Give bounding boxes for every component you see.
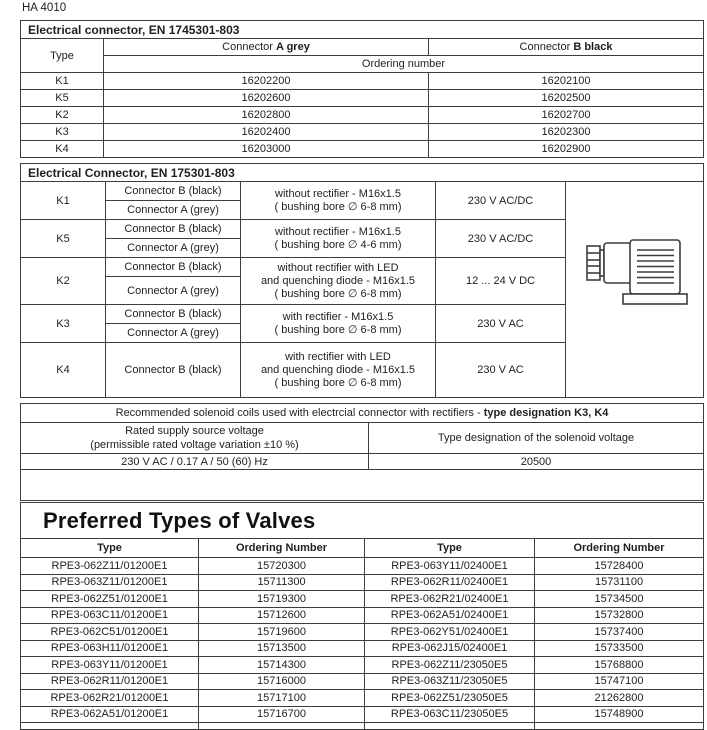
connector-a-header — [104, 39, 429, 56]
table-row — [21, 558, 704, 575]
ordering-number-cell: 15747100 — [535, 673, 704, 690]
ordering-number-header: Ordering number — [104, 56, 704, 73]
ordering-a-cell: 16202400 — [104, 124, 429, 141]
ordering-number-cell: 15717100 — [199, 690, 365, 707]
type-cell: K2 — [21, 258, 106, 305]
table-row — [21, 124, 704, 141]
valve-type-cell: RPE3-063Z11/23050E5 — [365, 673, 535, 690]
connector-variant-cell: Connector A (grey) — [106, 201, 241, 220]
type-column-header: Type — [21, 39, 104, 73]
valve-type-cell: RPE3-062A51/02400E1 — [365, 607, 535, 624]
ordering-number-cell: 15731100 — [535, 574, 704, 591]
rated-voltage-value: 230 V AC / 0.17 A / 50 (60) Hz — [21, 454, 369, 470]
description-cell — [241, 343, 436, 398]
connector-variant-cell: Connector B (black) — [106, 305, 241, 324]
type-cell: K1 — [21, 182, 106, 220]
empty-cell — [21, 470, 704, 501]
ordering-a-cell: 16202600 — [104, 90, 429, 107]
ordering-number-cell: 15768800 — [535, 657, 704, 674]
valve-type-cell: RPE3-062R21/02400E1 — [365, 591, 535, 608]
table-row — [21, 624, 704, 641]
clipped-row — [21, 723, 704, 730]
ordering-b-cell: 16202100 — [429, 73, 704, 90]
type-cell: K3 — [21, 124, 104, 141]
valve-type-cell: RPE3-062R11/01200E1 — [21, 673, 199, 690]
connector-drawing-cell — [566, 182, 704, 398]
empty-cell — [199, 723, 365, 730]
table-row — [21, 141, 704, 158]
description-line: without rectifier - M16x1.5 — [275, 187, 401, 200]
ordering-b-cell: 16202700 — [429, 107, 704, 124]
connector-variant-cell: Connector B (black) — [106, 258, 241, 277]
ordering-number-cell: 15711300 — [199, 574, 365, 591]
ordering-number-cell: 15737400 — [535, 624, 704, 641]
connector-variant-cell: Connector B (black) — [106, 182, 241, 201]
connector-variant-cell: Connector A (grey) — [106, 324, 241, 343]
note-text: Recommended solenoid coils used with electrcial connector with rectifiers - — [115, 407, 484, 419]
preferred-valves-heading: Preferred Types of Valves — [21, 503, 704, 539]
valve-type-cell: RPE3-062Z51/23050E5 — [365, 690, 535, 707]
connector-a-bold: A grey — [275, 41, 310, 53]
table-row — [21, 706, 704, 723]
ordering-number-cell: 15734500 — [535, 591, 704, 608]
header-row — [21, 39, 704, 56]
solenoid-connector-drawing-icon — [582, 238, 688, 306]
voltage-cell: 230 V AC/DC — [436, 182, 566, 220]
table-row — [21, 607, 704, 624]
type-cell: K3 — [21, 305, 106, 343]
valve-type-cell: RPE3-062R11/02400E1 — [365, 574, 535, 591]
ordering-number-cell: 15732800 — [535, 607, 704, 624]
description-line: with rectifier - M16x1.5 — [282, 310, 394, 323]
connector-details-table — [20, 163, 704, 398]
ordering-number-cell: 15719600 — [199, 624, 365, 641]
ordering-a-cell: 16202800 — [104, 107, 429, 124]
ordering-number-cell: 15716700 — [199, 706, 365, 723]
connector-variant-cell: Connector A (grey) — [106, 239, 241, 258]
ordering-a-cell: 16203000 — [104, 141, 429, 158]
ordering-number-cell: 21262800 — [535, 690, 704, 707]
connector-b-prefix: Connector — [519, 41, 574, 53]
ordering-b-cell: 16202900 — [429, 141, 704, 158]
valve-type-cell: RPE3-062C51/01200E1 — [21, 624, 199, 641]
table-row — [21, 690, 704, 707]
ordering-number-header-row — [21, 56, 704, 73]
ordering-number-cell: 15714300 — [199, 657, 365, 674]
valve-type-cell: RPE3-063Y11/01200E1 — [21, 657, 199, 674]
rated-voltage-header — [21, 423, 369, 454]
note-bold-text: type designation K3, K4 — [483, 407, 609, 419]
table-row — [21, 673, 704, 690]
ordering-number-cell: 15719300 — [199, 591, 365, 608]
valve-type-cell: RPE3-062Z11/01200E1 — [21, 558, 199, 575]
connector-variant-cell: Connector A (grey) — [106, 277, 241, 305]
ordering-number-cell: 15713500 — [199, 640, 365, 657]
empty-cell — [535, 723, 704, 730]
ordering-number-column-header: Ordering Number — [199, 539, 365, 558]
type-cell: K2 — [21, 107, 104, 124]
table-title-row — [21, 164, 704, 182]
valve-type-cell: RPE3-062R21/01200E1 — [21, 690, 199, 707]
table-title-row — [21, 21, 704, 39]
ordering-number-cell: 15712600 — [199, 607, 365, 624]
description-line: without rectifier - M16x1.5 — [275, 225, 401, 238]
valve-type-cell: RPE3-063C11/01200E1 — [21, 607, 199, 624]
table1-title: Electrical connector, EN 1745301-803 — [21, 21, 704, 39]
valve-type-cell: RPE3-063Y11/02400E1 — [365, 558, 535, 575]
valve-type-cell: RPE3-063C11/23050E5 — [365, 706, 535, 723]
ordering-number-cell: 15720300 — [199, 558, 365, 575]
description-line: with rectifier with LED — [285, 350, 391, 363]
solenoid-type-value: 20500 — [369, 454, 704, 470]
ordering-number-cell: 15733500 — [535, 640, 704, 657]
valve-type-cell: RPE3-062A51/01200E1 — [21, 706, 199, 723]
type-column-header: Type — [21, 539, 199, 558]
type-cell: K4 — [21, 141, 104, 158]
type-column-header: Type — [365, 539, 535, 558]
voltage-cell: 230 V AC — [436, 305, 566, 343]
section-heading-row — [21, 503, 704, 539]
empty-cell — [21, 723, 199, 730]
ordering-number-cell: 15728400 — [535, 558, 704, 575]
connector-b-bold: B black — [573, 41, 613, 53]
voltage-cell: 12 ... 24 V DC — [436, 258, 566, 305]
description-line: ( bushing bore ∅ 6-8 mm) — [274, 287, 402, 300]
description-cell — [241, 182, 436, 220]
header-row — [21, 423, 704, 454]
preferred-valves-table — [20, 502, 704, 730]
header-line: Rated supply source voltage — [125, 425, 264, 437]
table-row — [21, 73, 704, 90]
valve-type-cell: RPE3-062Y51/02400E1 — [365, 624, 535, 641]
note-row — [21, 404, 704, 423]
type-cell: K5 — [21, 90, 104, 107]
description-cell — [241, 258, 436, 305]
description-line: ( bushing bore ∅ 6-8 mm) — [274, 200, 402, 213]
connector-a-prefix: Connector — [222, 41, 276, 53]
ordering-number-column-header: Ordering Number — [535, 539, 704, 558]
header-line: (permissible rated voltage variation ±10 %) — [90, 439, 299, 451]
description-cell — [241, 220, 436, 258]
description-line: and quenching diode - M16x1.5 — [260, 274, 416, 287]
connector-variant-cell: Connector B (black) — [106, 343, 241, 398]
ordering-b-cell: 16202300 — [429, 124, 704, 141]
type-cell: K1 — [21, 73, 104, 90]
table-row — [21, 657, 704, 674]
ordering-a-cell: 16202200 — [104, 73, 429, 90]
connector-b-header — [429, 39, 704, 56]
table-row — [21, 591, 704, 608]
description-cell — [241, 305, 436, 343]
solenoid-type-header: Type designation of the solenoid voltage — [369, 423, 704, 454]
type-cell: K5 — [21, 220, 106, 258]
valve-type-cell: RPE3-062Z51/01200E1 — [21, 591, 199, 608]
value-row — [21, 454, 704, 470]
recommended-coils-table — [20, 403, 704, 501]
recommendation-note — [21, 404, 704, 423]
table2-title: Electrical Connector, EN 175301-803 — [21, 164, 704, 182]
description-line: ( bushing bore ∅ 6-8 mm) — [274, 376, 402, 389]
valve-type-cell: RPE3-063H11/01200E1 — [21, 640, 199, 657]
page-code: HA 4010 — [22, 2, 67, 14]
ordering-number-cell: 15716000 — [199, 673, 365, 690]
spacer-row — [21, 470, 704, 501]
ordering-b-cell: 16202500 — [429, 90, 704, 107]
empty-cell — [365, 723, 535, 730]
description-line: without rectifier with LED — [277, 261, 399, 274]
table-row — [21, 90, 704, 107]
voltage-cell: 230 V AC — [436, 343, 566, 398]
valve-type-cell: RPE3-062Z11/23050E5 — [365, 657, 535, 674]
description-line: ( bushing bore ∅ 4-6 mm) — [274, 238, 402, 251]
ordering-number-cell: 15748900 — [535, 706, 704, 723]
table-row — [21, 107, 704, 124]
valve-type-cell: RPE3-062J15/02400E1 — [365, 640, 535, 657]
voltage-cell: 230 V AC/DC — [436, 220, 566, 258]
description-line: ( bushing bore ∅ 6-8 mm) — [274, 323, 402, 336]
type-cell: K4 — [21, 343, 106, 398]
connector-ordering-table — [20, 20, 704, 158]
valve-type-cell: RPE3-063Z11/01200E1 — [21, 574, 199, 591]
connector-variant-cell: Connector B (black) — [106, 220, 241, 239]
description-line: and quenching diode - M16x1.5 — [260, 363, 416, 376]
header-row — [21, 539, 704, 558]
table-row — [21, 574, 704, 591]
table-row — [21, 640, 704, 657]
table-row — [21, 182, 704, 201]
